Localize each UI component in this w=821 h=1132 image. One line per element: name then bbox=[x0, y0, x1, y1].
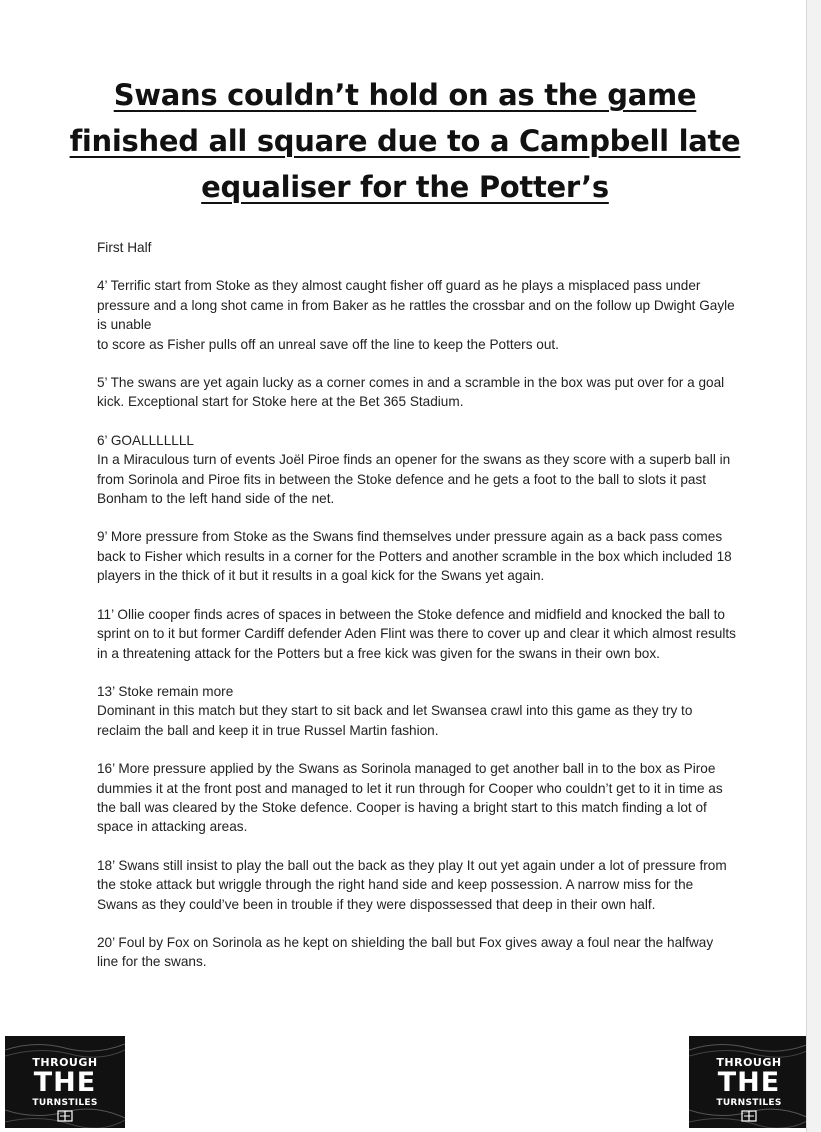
paragraph-minute-9: 9’ More pressure from Stoke as the Swans find themselves under pressure again as a back pass comes back to Fisher which results in a corner for the Potters and another scramble in the box which included 18 players in the thick of it but it results in a goal kick for the Swans yet again. bbox=[97, 529, 732, 584]
paragraph-minute-11: 11’ Ollie cooper finds acres of spaces in between the Stoke defence and midfield and knocked the ball to sprint on to it but former Cardiff defender Aden Flint was there to cover up and clear it which almost results in a threatening attack for the Potters but a free kick was given for the swans in their own box. bbox=[97, 606, 736, 661]
logo-line-3: TURNSTILES bbox=[32, 1098, 98, 1108]
logo-line-1: THROUGH bbox=[32, 1056, 98, 1069]
turnstile-icon bbox=[741, 1110, 757, 1122]
logo-line-1: THROUGH bbox=[716, 1056, 782, 1069]
through-the-turnstiles-logo-left bbox=[5, 1036, 125, 1128]
paragraph-minute-18: 18’ Swans still insist to play the ball out the back as they play It out yet again under a lot of pressure from the stoke attack but wriggle through the right hand side and keep possession. A narrow miss for the Swans as they could’ve been in trouble if they were dispossessed that deep in their own half. bbox=[97, 857, 727, 912]
logo-line-3: TURNSTILES bbox=[716, 1098, 782, 1108]
logo-line-2: THE bbox=[717, 1067, 781, 1098]
article-headline: Swans couldn’t hold on as the game finished all square due to a Campbell late equaliser for the Potter’s bbox=[69, 78, 741, 204]
section-heading: First Half bbox=[97, 240, 152, 255]
article-body bbox=[97, 238, 737, 991]
paragraph-minute-6: 6’ GOALLLLLLL In a Miraculous turn of events Joël Piroe finds an opener for the swans as they score with a superb ball in from Sorinola and Piroe fits in between the Stoke defence and he gets a foot to the ball to slots it past Bonham to the left hand side of the net. bbox=[97, 432, 731, 507]
paragraph-minute-16: 16’ More pressure applied by the Swans as Sorinola managed to get another ball in to the box as Piroe dummies it at the front post and managed to let it run through for Cooper who couldn’t get to it in time as the ball was cleared by the Stoke defence. Cooper is having a bright start to this match finding a lot of space in attacking areas. bbox=[97, 761, 723, 835]
paragraph-minute-13: 13’ Stoke remain more Dominant in this match but they start to sit back and let Swansea crawl into this game as they try to reclaim the ball and keep it in true Russel Martin fashion. bbox=[97, 683, 693, 738]
through-the-turnstiles-logo-right bbox=[689, 1036, 807, 1128]
turnstile-icon bbox=[57, 1110, 73, 1122]
logo-line-2: THE bbox=[33, 1067, 97, 1098]
paragraph-minute-20: 20’ Foul by Fox on Sorinola as he kept on shielding the ball but Fox gives away a foul near the halfway line for the swans. bbox=[97, 934, 714, 970]
paragraph-minute-4: 4’ Terrific start from Stoke as they almost caught fisher off guard as he plays a misplaced pass under pressure and a long shot came in from Baker as he rattles the crossbar and on the follow up Dwight Gayle is unable to score as Fisher pulls off an unreal save off the line to keep the Potters out. bbox=[97, 278, 735, 352]
paragraph-minute-5: 5’ The swans are yet again lucky as a corner comes in and a scramble in the box was put over for a goal kick. Exceptional start for Stoke here at the Bet 365 Stadium. bbox=[97, 375, 725, 410]
